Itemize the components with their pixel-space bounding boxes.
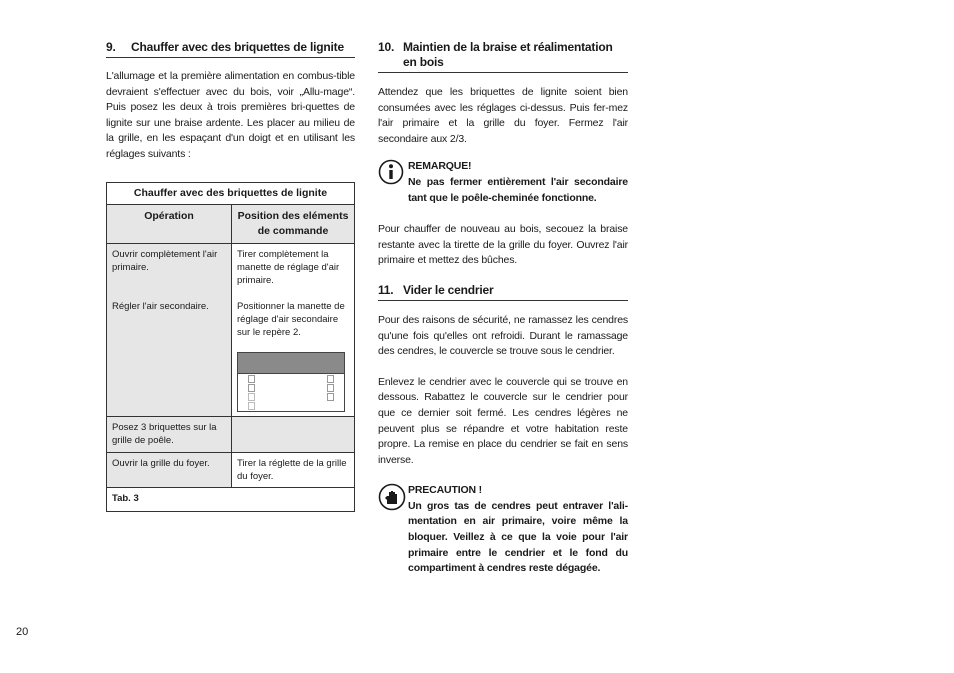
table-cell-operation — [107, 244, 232, 416]
remarque-text: Ne pas fermer entièrement l'air secondaire tant que le poêle-cheminée fonctionne. — [408, 175, 628, 204]
section-11-paragraph-2: Enlevez le cendrier avec le couvercle qui se trouve en dessous. Rabattez le couvercle sur le cendrier pour que ce dernier soit fermé. Les cendres légères ne peuvent plus se répandre et votre habitation reste propre. La remise en place du cendrier se fait en sens inverse. — [378, 375, 628, 466]
operation-set-secondary-air: Régler l'air secondaire. — [112, 300, 209, 312]
section-title: Vider le cendrier — [403, 282, 494, 297]
precaution-notice — [378, 483, 628, 577]
section-number: 10. — [378, 40, 395, 54]
table-header-position: Position des eléments de commande — [237, 209, 349, 237]
operation-open-grate: Ouvrir la grille du foyer. — [107, 453, 232, 487]
info-icon — [378, 159, 408, 206]
position-grate-slider: Tirer la réglette de la grille du foyer. — [237, 457, 347, 482]
left-column — [106, 40, 355, 512]
air-control-slider-illustration — [237, 352, 345, 412]
table-row — [107, 417, 354, 453]
section-10-heading — [378, 40, 628, 73]
rechauffer-paragraph: Pour chauffer de nouveau au bois, secouez la braise restante avec la tirette de la grille du foyer. Ouvrez l'air primaire et mettez des bûches. — [378, 223, 628, 267]
caution-hand-icon — [378, 483, 408, 577]
section-11-paragraph-1: Pour des raisons de sécurité, ne ramassez les cendres qu'une fois qu'elles ont refroidi. Durant le ramassage des cendres, le couvercle se trouve sous le cendrier. — [378, 313, 628, 358]
remarque-notice — [378, 159, 628, 206]
section-9-heading — [106, 40, 355, 58]
table-cell-position — [232, 244, 354, 416]
position-secondary-air: Positionner la manette de réglage d'air secondaire sur le repère 2. — [237, 300, 345, 338]
settings-table — [106, 182, 355, 512]
precaution-title: PRECAUTION ! — [408, 484, 483, 497]
section-title: Chauffer avec des briquettes de lignite — [131, 40, 344, 54]
page-number: 20 — [16, 626, 29, 638]
operation-open-primary-air: Ouvrir complètement l'air primaire. — [112, 248, 218, 273]
position-empty — [232, 417, 354, 452]
section-10-paragraph: Attendez que les briquettes de lignite soient bien consumées avec les réglages ci-dessus. Puis fer-mez l'air primaire et la grille du foyer. Fermez l'air secondaire aux 2/3. — [378, 86, 628, 145]
table-header-row — [107, 205, 354, 244]
section-9-paragraph: L'allumage et la première alimentation en combus-tible devraient s'effectuer avec du bois, voir „Allu-mage“. Puis posez les deux à trois premières bri-quettes de lignite sur une braise ardente. Les placer au milieu de la grille, en les espaçant d'un doigt et en utilisant les réglages suivants : — [106, 70, 355, 160]
precaution-text: Un gros tas de cendres peut entraver l'ali-mentation en air primaire, voire même la bloquer. Veillez à ce que la voie pour l'air primaire entre le cendrier et le fond du compartiment à cendres reste dégagée. — [408, 499, 628, 575]
table-row — [107, 244, 354, 417]
section-11-heading — [378, 283, 628, 301]
position-primary-air: Tirer complètement la manette de réglage d'air primaire. — [237, 248, 340, 286]
section-number: 9. — [106, 40, 116, 54]
table-title: Chauffer avec des briquettes de lignite — [107, 183, 354, 205]
table-label-row — [107, 488, 354, 511]
section-number: 11. — [378, 282, 394, 297]
table-row — [107, 453, 354, 488]
table-header-operation: Opération — [107, 205, 232, 243]
section-title: Maintien de la braise et réalimentation en bois — [403, 40, 613, 69]
operation-place-briquettes: Posez 3 briquettes sur la grille de poêle. — [107, 417, 232, 452]
right-column — [378, 40, 628, 577]
table-label: Tab. 3 — [112, 492, 139, 504]
remarque-title: REMARQUE! — [408, 160, 472, 173]
